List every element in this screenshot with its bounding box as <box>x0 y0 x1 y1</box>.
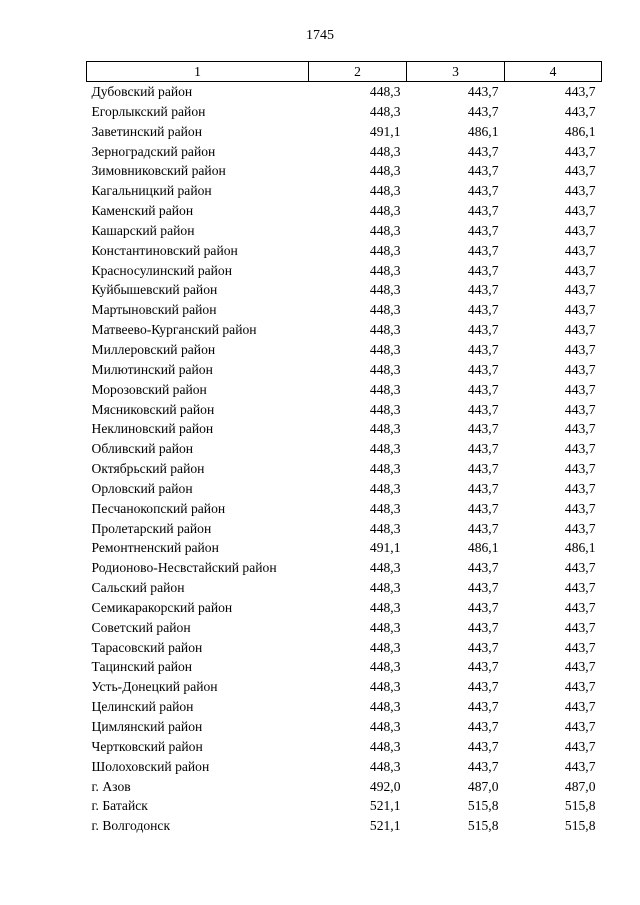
row-name-cell: Целинский район <box>91 699 194 715</box>
table-row <box>87 558 602 578</box>
value-cell-2: 448,3 <box>369 361 401 377</box>
value-cell-2: 448,3 <box>369 322 401 338</box>
value-cell-3: 443,7 <box>467 361 499 377</box>
table-row <box>87 657 602 677</box>
value-cell-4: 443,7 <box>564 619 596 635</box>
value-cell-3: 443,7 <box>467 381 499 397</box>
value-cell-2: 448,3 <box>369 580 401 596</box>
value-cell-3: 443,7 <box>467 401 499 417</box>
value-cell-2: 448,3 <box>369 183 401 199</box>
row-name-cell: Кагальницкий район <box>91 183 212 199</box>
value-cell-4: 443,7 <box>564 719 596 734</box>
column-header-3: 3 <box>407 62 505 82</box>
value-cell-4: 486,1 <box>564 540 596 556</box>
table-row <box>87 102 602 122</box>
value-cell-3: 443,7 <box>467 302 499 318</box>
value-cell-4: 443,7 <box>564 143 596 159</box>
table-row <box>87 737 602 757</box>
value-cell-4: 443,7 <box>564 441 596 457</box>
row-name-cell: Каменский район <box>91 203 194 219</box>
table-row <box>87 300 602 320</box>
table-row <box>87 777 602 797</box>
table-row <box>87 241 602 261</box>
table-row <box>87 181 602 201</box>
row-name-cell: Пролетарский район <box>91 520 212 536</box>
row-name-cell: Красносулинский район <box>91 262 232 278</box>
row-name-cell: Зимовниковский район <box>91 163 226 179</box>
table-row <box>87 201 602 221</box>
value-cell-4: 443,7 <box>564 480 596 496</box>
value-cell-4: 515,8 <box>564 798 596 814</box>
value-cell-2: 448,3 <box>369 639 401 655</box>
value-cell-4: 443,7 <box>564 500 596 516</box>
value-cell-3: 443,7 <box>467 421 499 437</box>
row-name-cell: Милютинский район <box>91 361 213 377</box>
value-cell-3: 443,7 <box>467 163 499 179</box>
value-cell-3: 443,7 <box>467 659 499 675</box>
row-name-cell: Песчанокопский район <box>91 500 226 516</box>
value-cell-3: 443,7 <box>467 560 499 576</box>
table-row <box>87 340 602 360</box>
value-cell-2: 448,3 <box>369 421 401 437</box>
table-row <box>87 717 602 737</box>
table-row <box>87 796 602 816</box>
table-row <box>87 360 602 380</box>
value-cell-3: 443,7 <box>467 242 499 258</box>
value-cell-3: 486,1 <box>467 123 499 139</box>
value-cell-4: 443,7 <box>564 242 596 258</box>
value-cell-3: 443,7 <box>467 322 499 338</box>
table-row <box>87 380 602 400</box>
row-name-cell: Чертковский район <box>91 738 203 754</box>
table-row <box>87 618 602 638</box>
table-header-row <box>87 62 602 82</box>
row-name-cell: г. Батайск <box>91 798 148 814</box>
value-cell-2: 491,1 <box>369 123 401 139</box>
row-name-cell: Морозовский район <box>91 381 207 397</box>
value-cell-4: 443,7 <box>564 183 596 199</box>
value-cell-3: 443,7 <box>467 679 499 695</box>
row-name-cell: Кашарский район <box>91 222 195 238</box>
column-header-1: 1 <box>87 62 309 82</box>
value-cell-3: 443,7 <box>467 341 499 357</box>
value-cell-4: 443,7 <box>564 341 596 357</box>
row-name-cell: Неклиновский район <box>91 421 214 437</box>
row-name-cell: г. Азов <box>91 778 131 794</box>
row-name-cell: Обливский район <box>91 441 194 457</box>
row-name-cell: Мясниковский район <box>91 401 215 417</box>
value-cell-2: 448,3 <box>369 758 401 774</box>
value-cell-3: 443,7 <box>467 461 499 477</box>
table-row <box>87 439 602 459</box>
value-cell-2: 448,3 <box>369 500 401 516</box>
value-cell-3: 443,7 <box>467 143 499 159</box>
value-cell-4: 443,7 <box>564 659 596 675</box>
value-cell-4: 443,7 <box>564 699 596 715</box>
value-cell-4: 443,7 <box>564 381 596 397</box>
table-row <box>87 499 602 519</box>
value-cell-4: 443,7 <box>564 580 596 596</box>
value-cell-3: 443,7 <box>467 203 499 219</box>
value-cell-4: 515,8 <box>564 818 596 834</box>
page-number: 1745 <box>306 28 334 43</box>
value-cell-3: 443,7 <box>467 520 499 536</box>
value-cell-2: 521,1 <box>369 798 401 814</box>
value-cell-2: 448,3 <box>369 520 401 536</box>
value-cell-4: 443,7 <box>564 421 596 437</box>
value-cell-3: 443,7 <box>467 738 499 754</box>
table-row <box>87 261 602 281</box>
value-cell-4: 443,7 <box>564 461 596 477</box>
table-row <box>87 816 602 836</box>
value-cell-2: 448,3 <box>369 163 401 179</box>
table-body <box>87 82 602 837</box>
value-cell-4: 443,7 <box>564 222 596 238</box>
value-cell-4: 443,7 <box>564 401 596 417</box>
value-cell-4: 443,7 <box>564 163 596 179</box>
value-cell-2: 448,3 <box>369 461 401 477</box>
row-name-cell: Куйбышевский район <box>91 282 218 298</box>
value-cell-3: 443,7 <box>467 480 499 496</box>
table-row <box>87 142 602 162</box>
table-row <box>87 677 602 697</box>
table-row <box>87 598 602 618</box>
value-cell-4: 443,7 <box>564 639 596 655</box>
value-cell-3: 443,7 <box>467 441 499 457</box>
value-cell-2: 448,3 <box>369 560 401 576</box>
row-name-cell: Егорлыкский район <box>91 103 206 119</box>
table-row <box>87 538 602 558</box>
row-name-cell: Ремонтненский район <box>91 540 219 556</box>
value-cell-4: 443,7 <box>564 103 596 119</box>
value-cell-3: 443,7 <box>467 84 499 99</box>
table-row <box>87 221 602 241</box>
table-row <box>87 82 602 102</box>
table-row <box>87 122 602 142</box>
value-cell-2: 521,1 <box>369 818 401 834</box>
row-name-cell: Сальский район <box>91 580 185 596</box>
value-cell-2: 448,3 <box>369 84 401 99</box>
value-cell-3: 443,7 <box>467 599 499 615</box>
row-name-cell: Семикаракорский район <box>91 599 233 615</box>
table-row <box>87 161 602 181</box>
row-name-cell: Заветинский район <box>91 123 202 139</box>
table-row <box>87 578 602 598</box>
table-row <box>87 280 602 300</box>
row-name-cell: Советский район <box>91 619 191 635</box>
value-cell-2: 448,3 <box>369 401 401 417</box>
value-cell-2: 492,0 <box>369 778 401 794</box>
value-cell-3: 443,7 <box>467 758 499 774</box>
row-name-cell: Матвеево-Курганский район <box>91 322 257 338</box>
value-cell-2: 448,3 <box>369 143 401 159</box>
value-cell-3: 443,7 <box>467 103 499 119</box>
table-row <box>87 400 602 420</box>
value-cell-4: 443,7 <box>564 322 596 338</box>
value-cell-2: 448,3 <box>369 222 401 238</box>
row-name-cell: Шолоховский район <box>91 758 210 774</box>
table-row <box>87 479 602 499</box>
value-cell-3: 486,1 <box>467 540 499 556</box>
table-row <box>87 519 602 539</box>
value-cell-2: 448,3 <box>369 659 401 675</box>
row-name-cell: Тарасовский район <box>91 639 203 655</box>
row-name-cell: Орловский район <box>91 480 193 496</box>
row-name-cell: Мартыновский район <box>91 302 217 318</box>
value-cell-3: 443,7 <box>467 699 499 715</box>
value-cell-4: 443,7 <box>564 203 596 219</box>
value-cell-2: 448,3 <box>369 699 401 715</box>
value-cell-4: 443,7 <box>564 282 596 298</box>
value-cell-2: 448,3 <box>369 242 401 258</box>
row-name-cell: Цимлянский район <box>91 719 203 734</box>
value-cell-3: 443,7 <box>467 262 499 278</box>
data-table <box>86 61 602 836</box>
value-cell-3: 443,7 <box>467 500 499 516</box>
value-cell-2: 448,3 <box>369 719 401 734</box>
table-row <box>87 697 602 717</box>
value-cell-3: 487,0 <box>467 778 499 794</box>
value-cell-3: 515,8 <box>467 818 499 834</box>
value-cell-3: 515,8 <box>467 798 499 814</box>
value-cell-3: 443,7 <box>467 719 499 734</box>
value-cell-3: 443,7 <box>467 183 499 199</box>
table-row <box>87 638 602 658</box>
value-cell-4: 443,7 <box>564 758 596 774</box>
row-name-cell: Тацинский район <box>91 659 193 675</box>
value-cell-4: 443,7 <box>564 599 596 615</box>
value-cell-4: 443,7 <box>564 302 596 318</box>
table-row <box>87 419 602 439</box>
value-cell-4: 443,7 <box>564 738 596 754</box>
row-name-cell: Дубовский район <box>91 84 193 99</box>
value-cell-2: 448,3 <box>369 103 401 119</box>
table-row <box>87 459 602 479</box>
value-cell-2: 448,3 <box>369 302 401 318</box>
value-cell-3: 443,7 <box>467 222 499 238</box>
row-name-cell: Родионово-Несвстайский район <box>91 560 277 576</box>
value-cell-4: 443,7 <box>564 520 596 536</box>
value-cell-2: 448,3 <box>369 341 401 357</box>
row-name-cell: Зерноградский район <box>91 143 216 159</box>
value-cell-3: 443,7 <box>467 639 499 655</box>
value-cell-2: 448,3 <box>369 738 401 754</box>
value-cell-3: 443,7 <box>467 619 499 635</box>
table-row <box>87 757 602 777</box>
value-cell-4: 443,7 <box>564 560 596 576</box>
value-cell-3: 443,7 <box>467 282 499 298</box>
column-header-4: 4 <box>505 62 602 82</box>
value-cell-4: 486,1 <box>564 123 596 139</box>
value-cell-4: 443,7 <box>564 262 596 278</box>
value-cell-4: 487,0 <box>564 778 596 794</box>
value-cell-2: 448,3 <box>369 599 401 615</box>
row-name-cell: Миллеровский район <box>91 341 216 357</box>
value-cell-2: 448,3 <box>369 203 401 219</box>
value-cell-2: 491,1 <box>369 540 401 556</box>
value-cell-2: 448,3 <box>369 679 401 695</box>
row-name-cell: г. Волгодонск <box>91 818 171 834</box>
value-cell-3: 443,7 <box>467 580 499 596</box>
column-header-2: 2 <box>309 62 407 82</box>
value-cell-2: 448,3 <box>369 441 401 457</box>
value-cell-2: 448,3 <box>369 480 401 496</box>
value-cell-2: 448,3 <box>369 381 401 397</box>
table-row <box>87 320 602 340</box>
value-cell-4: 443,7 <box>564 361 596 377</box>
value-cell-4: 443,7 <box>564 84 596 99</box>
row-name-cell: Усть-Донецкий район <box>91 679 218 695</box>
value-cell-2: 448,3 <box>369 619 401 635</box>
row-name-cell: Константиновский район <box>91 242 238 258</box>
value-cell-2: 448,3 <box>369 282 401 298</box>
row-name-cell: Октябрьский район <box>91 461 205 477</box>
value-cell-4: 443,7 <box>564 679 596 695</box>
value-cell-2: 448,3 <box>369 262 401 278</box>
